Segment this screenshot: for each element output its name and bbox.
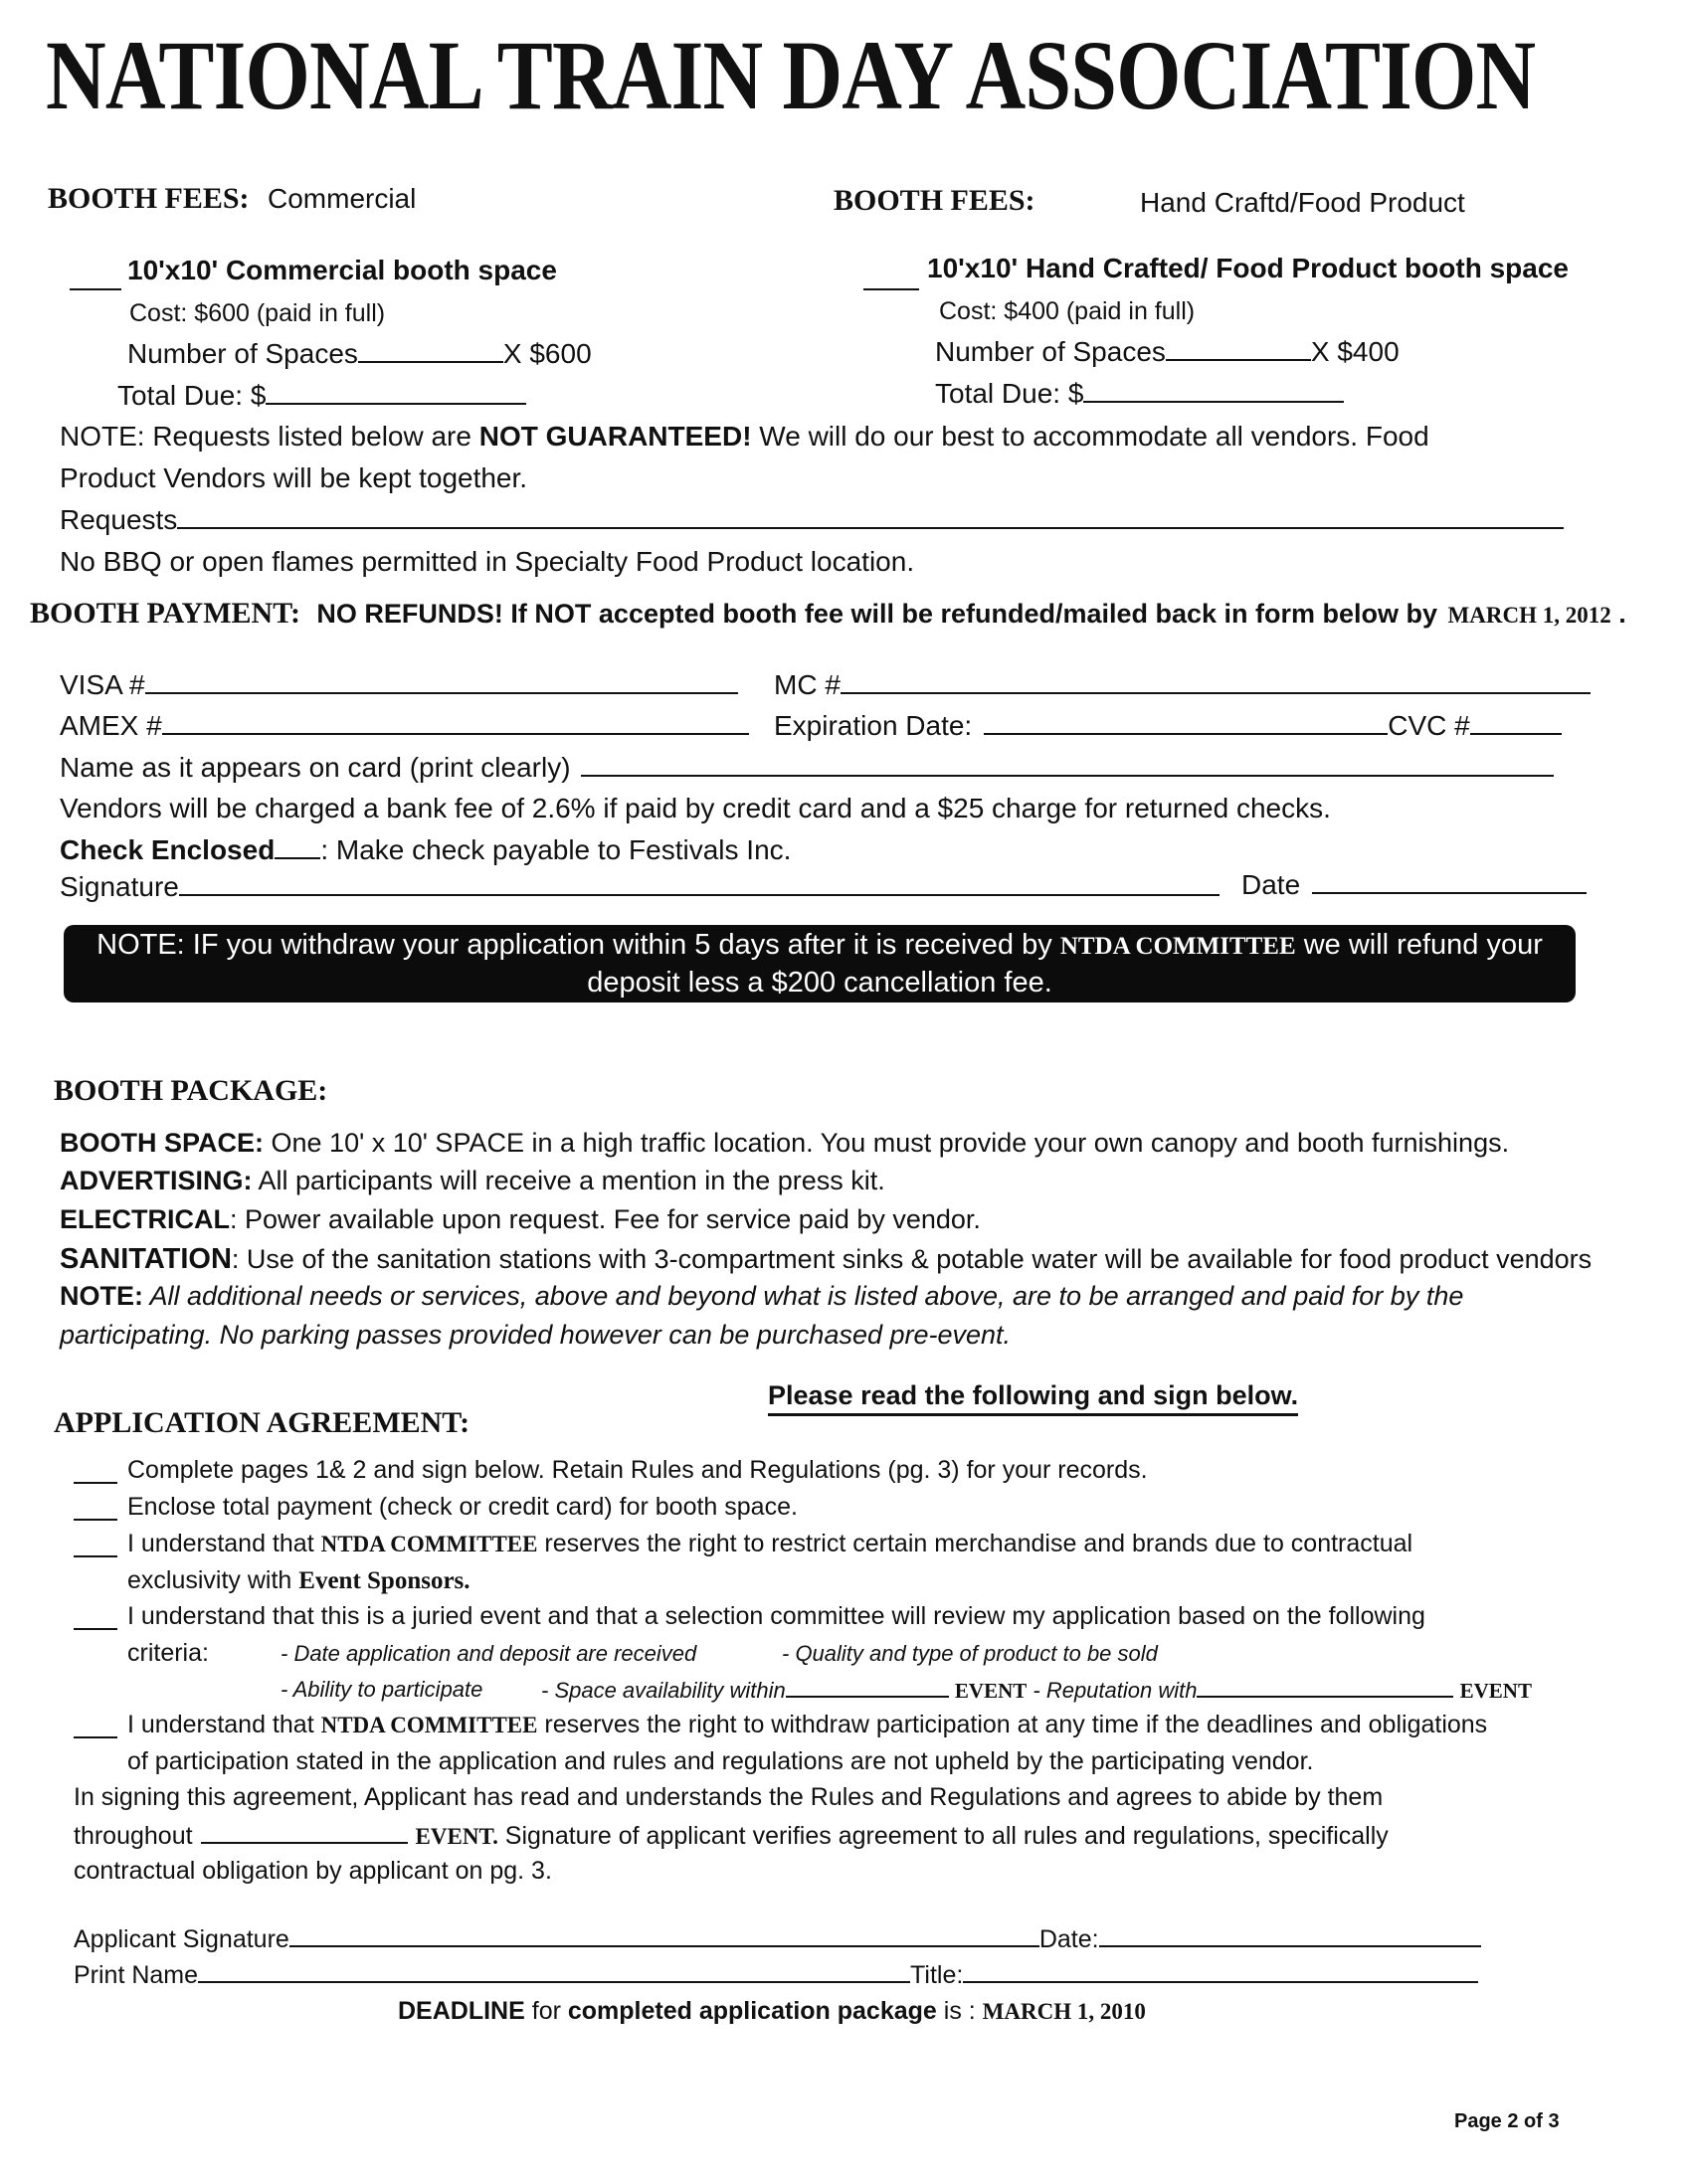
commercial-booth-item: 10'x10' Commercial booth space	[127, 255, 557, 285]
cvc-field[interactable]	[1470, 711, 1562, 735]
amex-row: AMEX #	[60, 710, 749, 742]
signing-statement-line2: throughout EVENT. Signature of applicant verifies agreement to all rules and regulations, specifically	[74, 1822, 1389, 1850]
handcraft-cost: Cost: $400 (paid in full)	[939, 297, 1196, 325]
commercial-total: Total Due: $	[117, 380, 526, 412]
reputation-field[interactable]	[1197, 1674, 1453, 1698]
agreement-check-3[interactable]	[74, 1555, 117, 1557]
package-electrical: ELECTRICAL: Power available upon request. Fee for service paid by vendor.	[60, 1204, 981, 1234]
requests-field[interactable]	[177, 505, 1564, 529]
handcraft-fees-type: Hand Craftd/Food Product	[1140, 187, 1465, 218]
mc-field[interactable]	[841, 670, 1591, 694]
check-enclosed-field[interactable]	[275, 835, 320, 859]
handcraft-booth-item: 10'x10' Hand Crafted/ Food Product booth space	[927, 253, 1569, 283]
agreement-item-3-line2: exclusivity with Event Sponsors.	[127, 1566, 470, 1594]
signature-row: Signature	[60, 871, 1220, 903]
agreement-check-1[interactable]	[74, 1482, 117, 1484]
bank-fee-note: Vendors will be charged a bank fee of 2.6% if paid by credit card and a $25 charge for returned checks.	[60, 793, 1331, 823]
payment-date-row: Date	[1241, 869, 1587, 901]
signing-statement: In signing this agreement, Applicant has read and understands the Rules and Regulations and agrees to abide by them	[74, 1783, 1384, 1811]
amex-field[interactable]	[162, 711, 749, 735]
handcraft-fees-header: BOOTH FEES:	[834, 184, 1035, 217]
bbq-note: No BBQ or open flames permitted in Specialty Food Product location.	[60, 546, 915, 577]
agreement-check-2[interactable]	[74, 1519, 117, 1521]
agreement-item-4: I understand that this is a juried event and that a selection committee will review my application based on the following	[127, 1602, 1425, 1630]
requests-note-line2: Product Vendors will be kept together.	[60, 462, 528, 493]
page-number: Page 2 of 3	[1454, 2110, 1560, 2132]
criteria-quality: - Quality and type of product to be sold	[782, 1641, 1158, 1666]
handcraft-total-field[interactable]	[1083, 379, 1344, 403]
expiration-field[interactable]	[984, 711, 1388, 735]
print-name-field[interactable]	[198, 1959, 910, 1983]
applicant-signature-row: Applicant Signature Date:	[74, 1923, 1481, 1954]
commercial-checkbox-line[interactable]	[70, 288, 121, 290]
expiration-row: Expiration Date: CVC #	[774, 710, 1562, 742]
package-advertising: ADVERTISING: All participants will receive a mention in the press kit.	[60, 1166, 885, 1195]
handcraft-checkbox-line[interactable]	[863, 288, 919, 290]
package-heading: BOOTH PACKAGE:	[54, 1074, 328, 1107]
agreement-item-1: Complete pages 1& 2 and sign below. Retain Rules and Regulations (pg. 3) for your records.	[127, 1456, 1148, 1484]
deadline-row: DEADLINE for completed application package is : MARCH 1, 2010	[398, 1997, 1146, 2025]
signing-statement-line3: contractual obligation by applicant on pg. 3.	[74, 1857, 552, 1885]
commercial-spaces: Number of Spaces X $600	[127, 338, 592, 369]
print-name-row: Print Name Title:	[74, 1959, 1478, 1990]
visa-row: VISA #	[60, 669, 738, 701]
handcraft-spaces: Number of Spaces X $400	[935, 336, 1400, 367]
name-on-card-row: Name as it appears on card (print clearly)	[60, 752, 1554, 784]
criteria-space-availability: - Space availability within EVENT - Reputation with EVENT	[541, 1674, 1532, 1704]
mc-row: MC #	[774, 669, 1591, 701]
package-note-line2: participating. No parking passes provided however can be purchased pre-event.	[60, 1320, 1012, 1350]
commercial-cost: Cost: $600 (paid in full)	[129, 299, 386, 327]
criteria-date: - Date application and deposit are received	[281, 1641, 697, 1666]
agreement-check-5[interactable]	[74, 1736, 117, 1738]
throughout-event-field[interactable]	[201, 1820, 408, 1844]
agreement-item-5-line2: of participation stated in the application and rules and regulations are not upheld by the participating vendor.	[127, 1747, 1314, 1775]
agreement-item-2: Enclose total payment (check or credit card) for booth space.	[127, 1493, 798, 1521]
payment-date-field[interactable]	[1312, 870, 1587, 894]
name-on-card-field[interactable]	[581, 753, 1554, 777]
package-sanitation: SANITATION: Use of the sanitation stations with 3-compartment sinks & potable water will be available for food product vendors	[60, 1243, 1593, 1275]
requests-note: NOTE: Requests listed below are NOT GUARANTEED! We will do our best to accommodate all vendors. Food	[60, 421, 1429, 452]
agreement-item-5: I understand that NTDA COMMITTEE reserves the right to withdraw participation at any time if the deadlines and obligations	[127, 1711, 1488, 1738]
criteria-label: criteria:	[127, 1639, 209, 1667]
page-title: NATIONAL TRAIN DAY ASSOCIATION	[46, 20, 1536, 130]
applicant-date-field[interactable]	[1099, 1923, 1481, 1947]
payment-signature-field[interactable]	[179, 872, 1220, 896]
commercial-total-field[interactable]	[266, 381, 526, 405]
payment-heading-row: BOOTH PAYMENT: NO REFUNDS! If NOT accepted booth fee will be refunded/mailed back in form below by MARCH 1, 2012 .	[30, 597, 1626, 630]
title-field[interactable]	[963, 1959, 1478, 1983]
visa-field[interactable]	[145, 670, 738, 694]
handcraft-total: Total Due: $	[935, 378, 1344, 410]
check-enclosed-row: Check Enclosed : Make check payable to Festivals Inc.	[60, 834, 792, 865]
withdraw-notice: NOTE: IF you withdraw your application within 5 days after it is received by NTDA COMMITTEE we will refund your deposit less a $200 cancellation fee.	[64, 925, 1576, 1002]
agreement-check-4[interactable]	[74, 1628, 117, 1630]
applicant-signature-field[interactable]	[289, 1923, 1039, 1947]
agreement-item-3: I understand that NTDA COMMITTEE reserves the right to restrict certain merchandise and brands due to contractual	[127, 1530, 1413, 1557]
commercial-spaces-field[interactable]	[358, 339, 503, 363]
package-note: NOTE: All additional needs or services, above and beyond what is listed above, are to be arranged and paid for by the	[60, 1281, 1464, 1311]
read-and-sign-notice: Please read the following and sign below.	[768, 1380, 1298, 1416]
package-booth-space: BOOTH SPACE: One 10' x 10' SPACE in a high traffic location. You must provide your own canopy and booth furnishings.	[60, 1128, 1510, 1158]
requests-row: Requests	[60, 504, 1564, 536]
space-availability-field[interactable]	[786, 1674, 949, 1698]
criteria-ability: - Ability to participate	[281, 1677, 483, 1702]
commercial-fees-header: BOOTH FEES: Commercial	[48, 182, 417, 215]
handcraft-spaces-field[interactable]	[1166, 337, 1311, 361]
agreement-heading: APPLICATION AGREEMENT:	[54, 1406, 470, 1439]
